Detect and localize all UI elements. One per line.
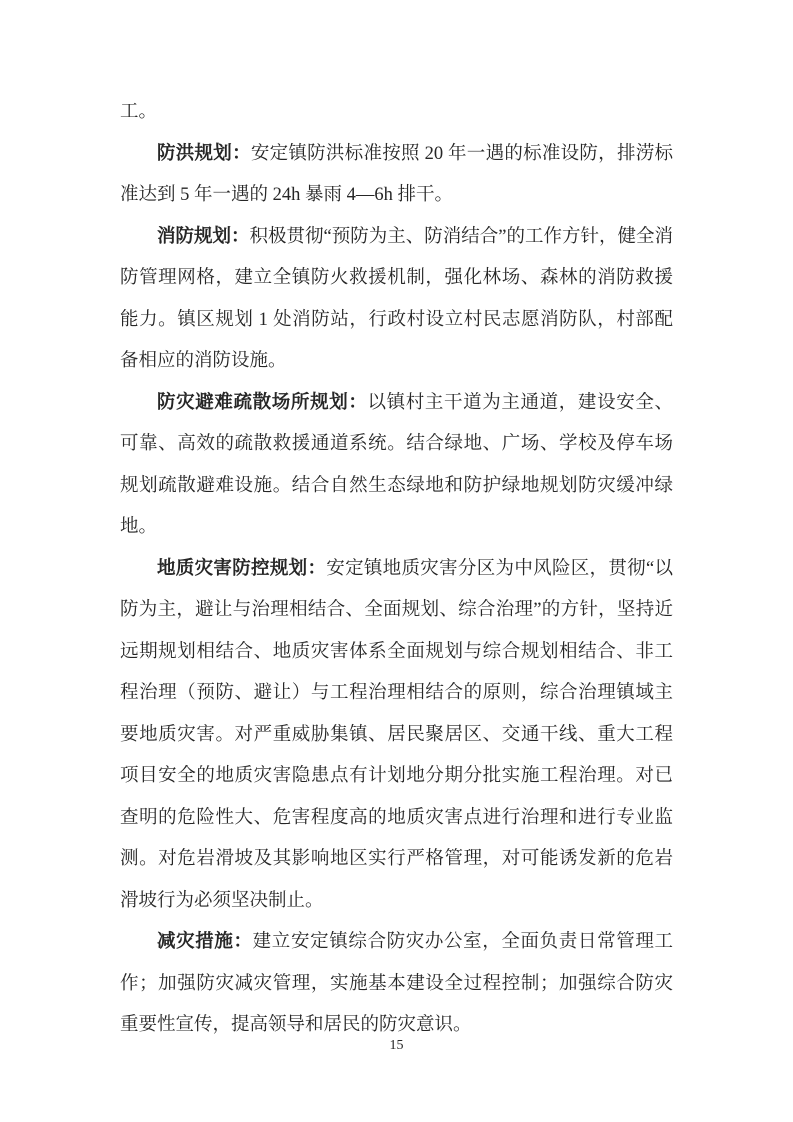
paragraph <box>120 922 673 1047</box>
paragraph <box>120 134 673 217</box>
paragraph-heading: 消防规划： <box>157 226 250 247</box>
paragraph-text: 安定镇防洪标准按照 20 年一遇的标准设防，排涝标准达到 5 年一遇的 24h 暴雨 4—6h 排干。 <box>120 143 673 205</box>
paragraph <box>120 383 673 549</box>
paragraph-heading: 减灾措施： <box>157 932 253 952</box>
paragraph-heading: 防洪规划： <box>157 143 251 164</box>
page-content <box>120 92 673 1047</box>
paragraph-text: 工。 <box>120 102 158 122</box>
paragraph-text: 以镇村主干道为主通道，建设安全、可靠、高效的疏散救援通道系统。结合绿地、广场、学校及停车场规划疏散避难设施。结合自然生态绿地和防护绿地规划防灾缓冲绿地。 <box>120 392 673 537</box>
paragraph-text: 安定镇地质灾害分区为中风险区，贯彻“以防为主，避让与治理相结合、全面规划、综合治理”的方针，坚持近远期规划相结合、地质灾害体系全面规划与综合规划相结合、非工程治理（预防、避让）与工程治理相结合的原则，综合治理镇域主要地质灾害。对严重威胁集镇、居民聚居区、交通干线、重大工程项目安全的地质灾害隐患点有计划地分期分批实施工程治理。对已查明的危险性大、危害程度高的地质灾害点进行治理和进行专业监测。对危岩滑坡及其影响地区实行严格管理，对可能诱发新的危岩滑坡行为必须坚决制止。 <box>120 558 673 911</box>
paragraph <box>120 549 673 923</box>
paragraph-heading: 地质灾害防控规划： <box>157 558 327 579</box>
paragraph-text: 建立安定镇综合防灾办公室，全面负责日常管理工作；加强防灾减灾管理，实施基本建设全过程控制；加强综合防灾重要性宣传，提高领导和居民的防灾意识。 <box>120 932 673 1035</box>
paragraph-heading: 防灾避难疏散场所规划： <box>157 392 368 413</box>
paragraph-text: 积极贯彻“预防为主、防消结合”的工作方针，健全消防管理网格，建立全镇防火救援机制，强化林场、森林的消防救援能力。镇区规划 1 处消防站，行政村设立村民志愿消防队，村部配备相应的消防设施。 <box>120 226 673 371</box>
paragraph <box>120 92 673 134</box>
paragraph <box>120 217 673 383</box>
page-number: 15 <box>389 1038 404 1053</box>
